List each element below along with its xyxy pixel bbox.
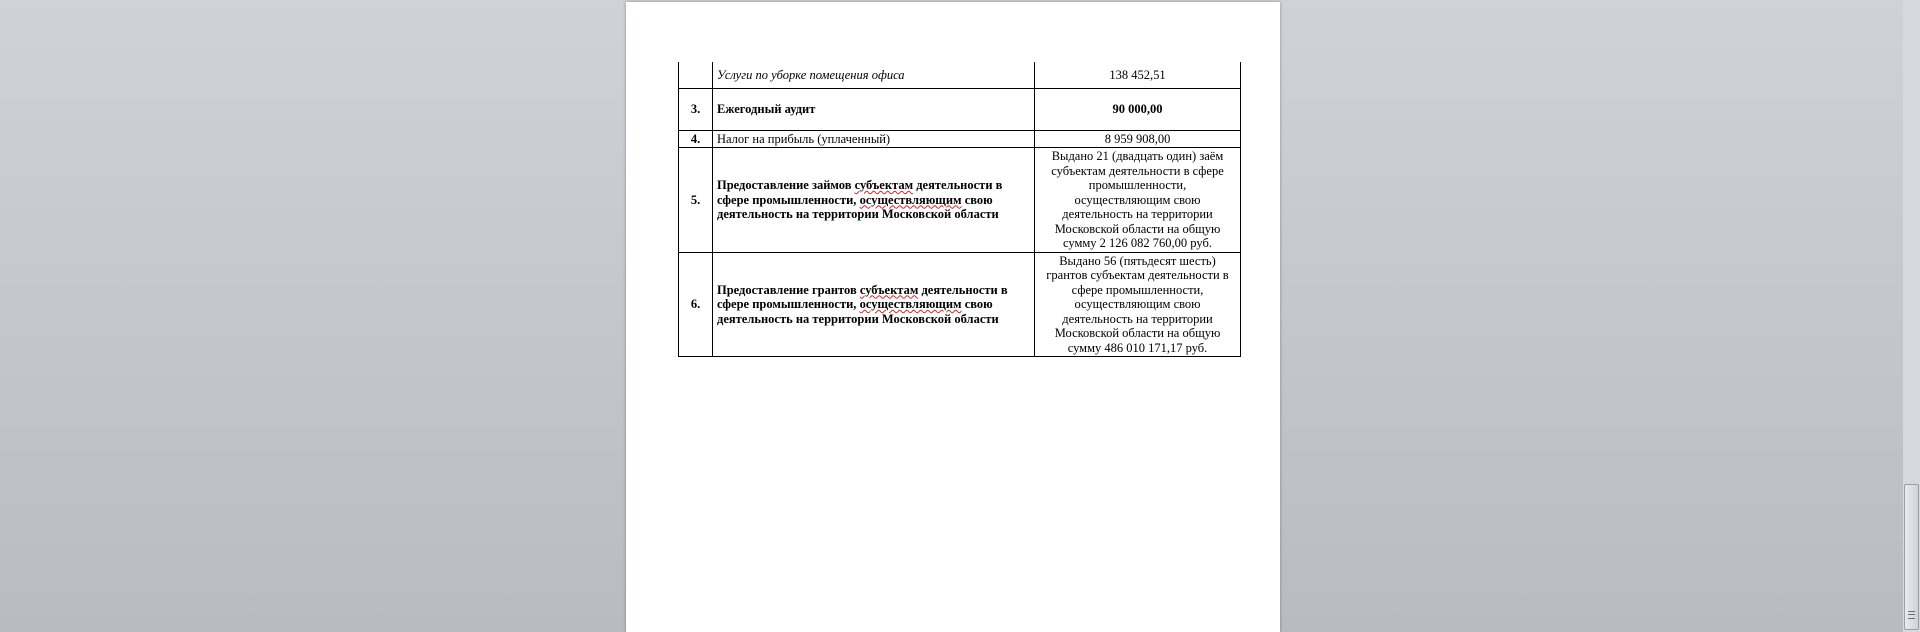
spellcheck-word: осуществляющим (859, 297, 962, 311)
row-number (679, 62, 713, 88)
row-description (713, 148, 1035, 253)
value-line: осуществляющим свою (1074, 297, 1201, 311)
grip-icon (1908, 611, 1915, 619)
value-line: сумму 486 010 171,17 руб. (1067, 340, 1208, 355)
value-line: грантов субъектам деятельности в (1046, 268, 1229, 282)
row-value (1035, 148, 1241, 253)
table-row (679, 62, 1241, 88)
row-number: 6. (679, 252, 713, 357)
value-line: субъектам деятельности в сфере (1051, 163, 1224, 178)
row-description: Услуги по уборке помещения офиса (713, 62, 1035, 88)
value-line: сфере промышленности, (1071, 282, 1204, 297)
scrollbar-thumb[interactable] (1904, 484, 1919, 630)
table-row (679, 148, 1241, 253)
document-page (626, 2, 1280, 632)
value-line: Выдано 21 (двадцать один) заём (1051, 149, 1224, 163)
value-line: деятельность на территории (1062, 207, 1213, 221)
desc-text: деятельности в сфере промышленности, (717, 178, 1003, 207)
spellcheck-word: субъектам (859, 282, 919, 297)
value-line: сумму 2 126 082 760,00 руб. (1063, 236, 1212, 250)
row-value: 138 452,51 (1035, 62, 1241, 88)
table-row (679, 88, 1241, 130)
value-line: Выдано 56 (пятьдесят шесть) (1059, 253, 1216, 268)
desc-text: деятельности в сфере промышленности, (717, 282, 1008, 311)
desc-text: Предоставление грантов (717, 282, 860, 297)
table-row (679, 252, 1241, 357)
vertical-scrollbar[interactable] (1903, 0, 1920, 632)
spellcheck-word: субъектам (854, 178, 914, 192)
row-number: 4. (679, 130, 713, 148)
value-line: осуществляющим свою (1074, 192, 1201, 207)
desc-text: свою деятельность на территории Московской области (717, 192, 999, 221)
row-value: 90 000,00 (1035, 88, 1241, 130)
row-description (713, 252, 1035, 357)
row-value: 8 959 908,00 (1035, 130, 1241, 148)
value-line: Московской области на общую (1054, 326, 1221, 340)
spellcheck-word: осуществляющим (859, 192, 962, 207)
value-line: промышленности, (1088, 178, 1187, 192)
row-number: 5. (679, 148, 713, 253)
row-number: 3. (679, 88, 713, 130)
desc-text: свою деятельность на территории Московской области (717, 297, 999, 326)
row-description: Налог на прибыль (уплаченный) (713, 130, 1035, 148)
row-description: Ежегодный аудит (713, 88, 1035, 130)
value-line: Московской области на общую (1054, 221, 1221, 236)
value-line: деятельность на территории (1062, 311, 1213, 326)
expenses-table (678, 62, 1241, 357)
table-row (679, 130, 1241, 148)
desc-text: Предоставление займов (717, 178, 855, 192)
row-value (1035, 252, 1241, 357)
